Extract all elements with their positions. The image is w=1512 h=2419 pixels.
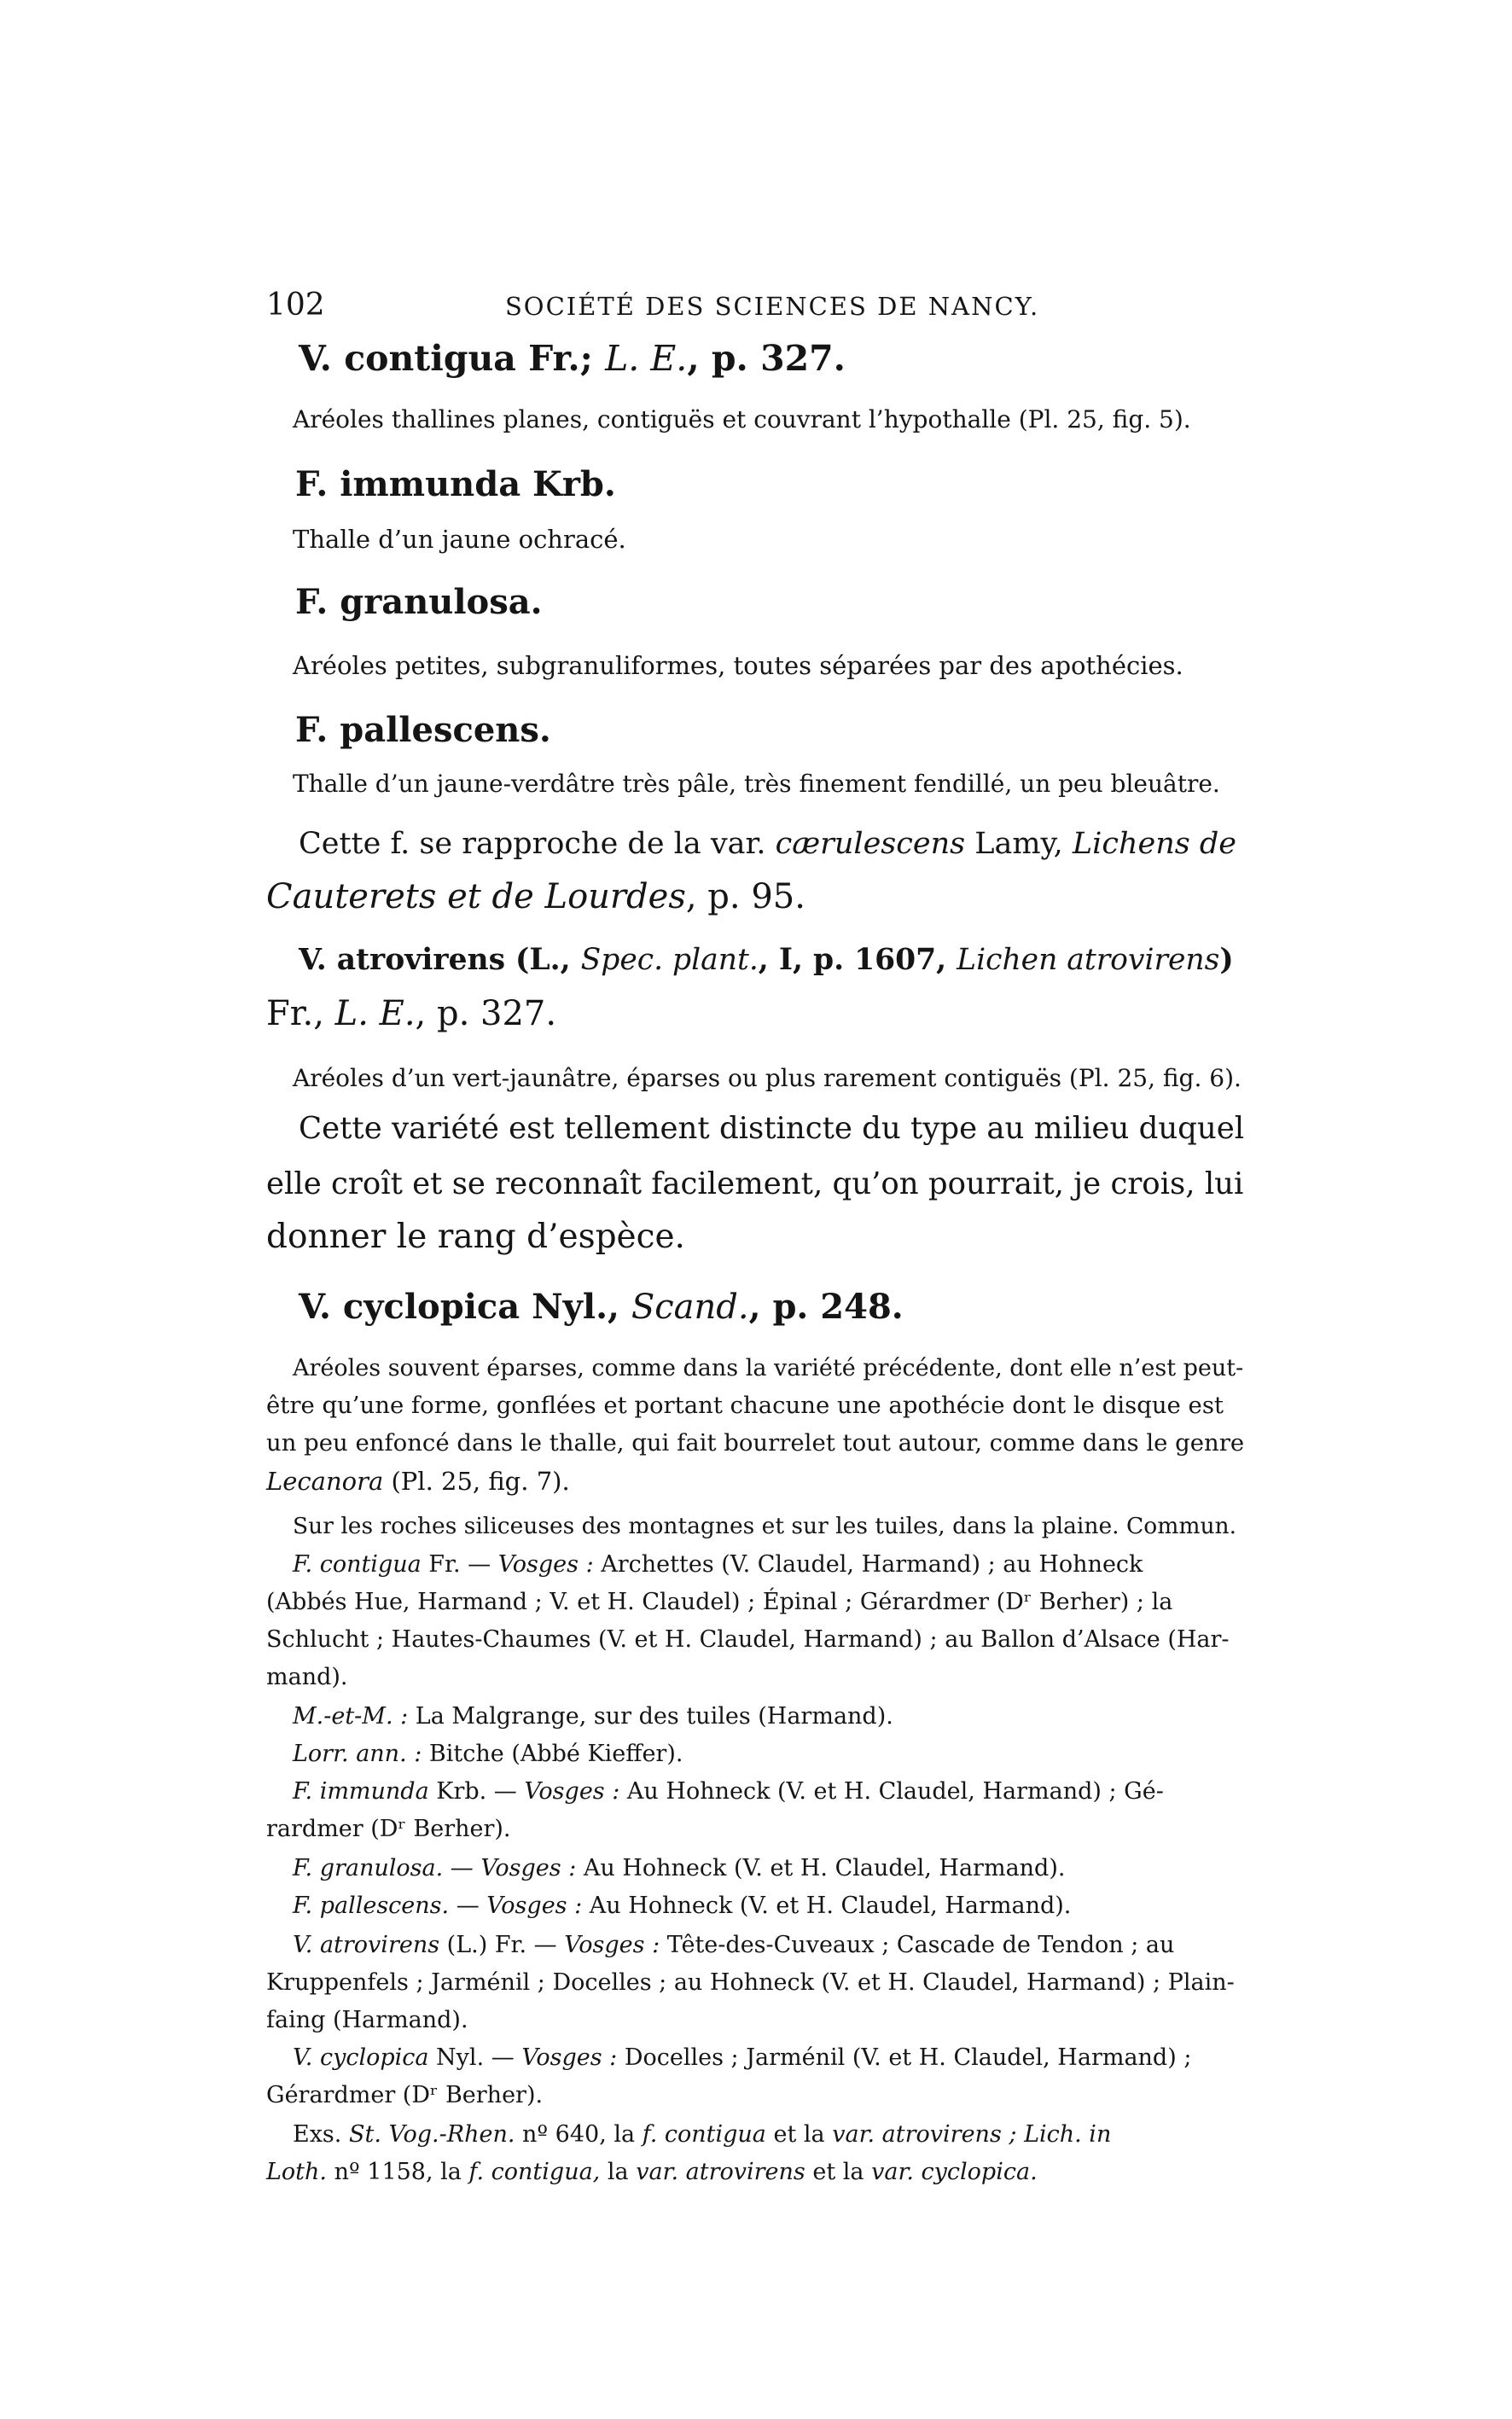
- cyclopica-heading: V. cyclopica Nyl., Scand., p. 248.: [299, 1287, 904, 1327]
- contigua-localities-line-2: (Abbés Hue, Harmand ; V. et H. Claudel) ; Épinal ; Gérardmer (Dʳ Berher) ; la: [266, 1589, 1173, 1615]
- pallescens-heading: F. pallescens.: [295, 710, 551, 750]
- running-header: [266, 290, 1039, 321]
- cyclopica-localities-line-2: Gérardmer (Dʳ Berher).: [266, 2082, 544, 2108]
- pallescens-description: Thalle d’un jaune-verdâtre très pâle, très finement fendillé, un peu bleuâtre.: [293, 770, 1220, 798]
- atrovirens-localities-line-3: faing (Harmand).: [266, 2007, 468, 2033]
- pallescens-locality: F. pallescens. — Vosges : Au Hohneck (V. et H. Claudel, Harmand).: [293, 1893, 1072, 1919]
- granulosa-locality: F. granulosa. — Vosges : Au Hohneck (V. et H. Claudel, Harmand).: [293, 1855, 1066, 1881]
- contigua-localities-line-1: F. contigua Fr. — Vosges : Archettes (V. Claudel, Harmand) ; au Hohneck: [293, 1551, 1143, 1578]
- exsiccata-line-2: Loth. nº 1158, la f. contigua, la var. atrovirens et la var. cyclopica.: [266, 2159, 1038, 2185]
- running-title: SOCIÉTÉ DES SCIENCES DE NANCY.: [504, 292, 1040, 321]
- contigua-heading: V. contigua Fr.; L. E., p. 327.: [299, 338, 846, 379]
- immunda-description: Thalle d’un jaune ochracé.: [293, 525, 626, 554]
- atrovirens-note-line-3: donner le rang d’espèce.: [266, 1218, 685, 1256]
- habitat-line: Sur les roches siliceuses des montagnes et sur les tuiles, dans la plaine. Commun.: [293, 1513, 1237, 1539]
- atrovirens-description: Aréoles d’un vert-jaunâtre, éparses ou plus rarement contiguës (Pl. 25, fig. 6).: [293, 1064, 1242, 1092]
- cyclopica-description-line-1: Aréoles souvent éparses, comme dans la variété précédente, dont elle n’est peut-: [293, 1355, 1244, 1381]
- contigua-localities-line-4: mand).: [266, 1664, 348, 1690]
- granulosa-description: Aréoles petites, subgranuliformes, toutes séparées par des apothécies.: [293, 651, 1183, 680]
- cyclopica-localities-line-1: V. cyclopica Nyl. — Vosges : Docelles ; Jarménil (V. et H. Claudel, Harmand) ;: [293, 2044, 1192, 2071]
- cyclopica-description-line-3: un peu enfoncé dans le thalle, qui fait bourrelet tout autour, comme dans le genre: [266, 1429, 1245, 1457]
- atrovirens-note-line-1: Cette variété est tellement distincte du type au milieu duquel: [299, 1111, 1245, 1146]
- cyclopica-description-line-4: Lecanora (Pl. 25, fig. 7).: [266, 1467, 570, 1496]
- granulosa-heading: F. granulosa.: [295, 582, 543, 622]
- immunda-localities-line-2: rardmer (Dʳ Berher).: [266, 1816, 511, 1842]
- atrovirens-heading-line-2: Fr., L. E., p. 327.: [266, 994, 557, 1033]
- immunda-localities-line-1: F. immunda Krb. — Vosges : Au Hohneck (V. et H. Claudel, Harmand) ; Gé-: [293, 1778, 1164, 1805]
- contigua-localities-line-3: Schlucht ; Hautes-Chaumes (V. et H. Claudel, Harmand) ; au Ballon d’Alsace (Har-: [266, 1626, 1230, 1653]
- cyclopica-description-line-2: être qu’une forme, gonflées et portant chacune une apothécie dont le disque est: [266, 1392, 1224, 1419]
- atrovirens-note-line-2: elle croît et se reconnaît facilement, qu’on pourrait, je crois, lui: [266, 1166, 1244, 1201]
- atrovirens-localities-line-2: Kruppenfels ; Jarménil ; Docelles ; au Hohneck (V. et H. Claudel, Harmand) ; Plain-: [266, 1969, 1235, 1996]
- page-number: 102: [266, 288, 325, 323]
- atrovirens-heading-line-1: V. atrovirens (L., Spec. plant., I, p. 1607, Lichen atrovirens): [299, 943, 1234, 977]
- pallescens-note-line-1: Cette f. se rapproche de la var. cærulescens Lamy, Lichens de: [299, 827, 1236, 861]
- immunda-heading: F. immunda Krb.: [295, 464, 616, 504]
- pallescens-note-line-2: Cauterets et de Lourdes, p. 95.: [266, 877, 805, 916]
- exsiccata-line-1: Exs. St. Vog.-Rhen. nº 640, la f. contigua et la var. atrovirens ; Lich. in: [293, 2121, 1112, 2148]
- meurthe-locality: M.-et-M. : La Malgrange, sur des tuiles (Harmand).: [293, 1703, 893, 1730]
- contigua-description: Aréoles thallines planes, contiguës et couvrant l’hypothalle (Pl. 25, fig. 5).: [293, 405, 1191, 433]
- lorraine-locality: Lorr. ann. : Bitche (Abbé Kieffer).: [293, 1741, 683, 1767]
- atrovirens-localities-line-1: V. atrovirens (L.) Fr. — Vosges : Tête-des-Cuveaux ; Cascade de Tendon ; au: [293, 1932, 1175, 1958]
